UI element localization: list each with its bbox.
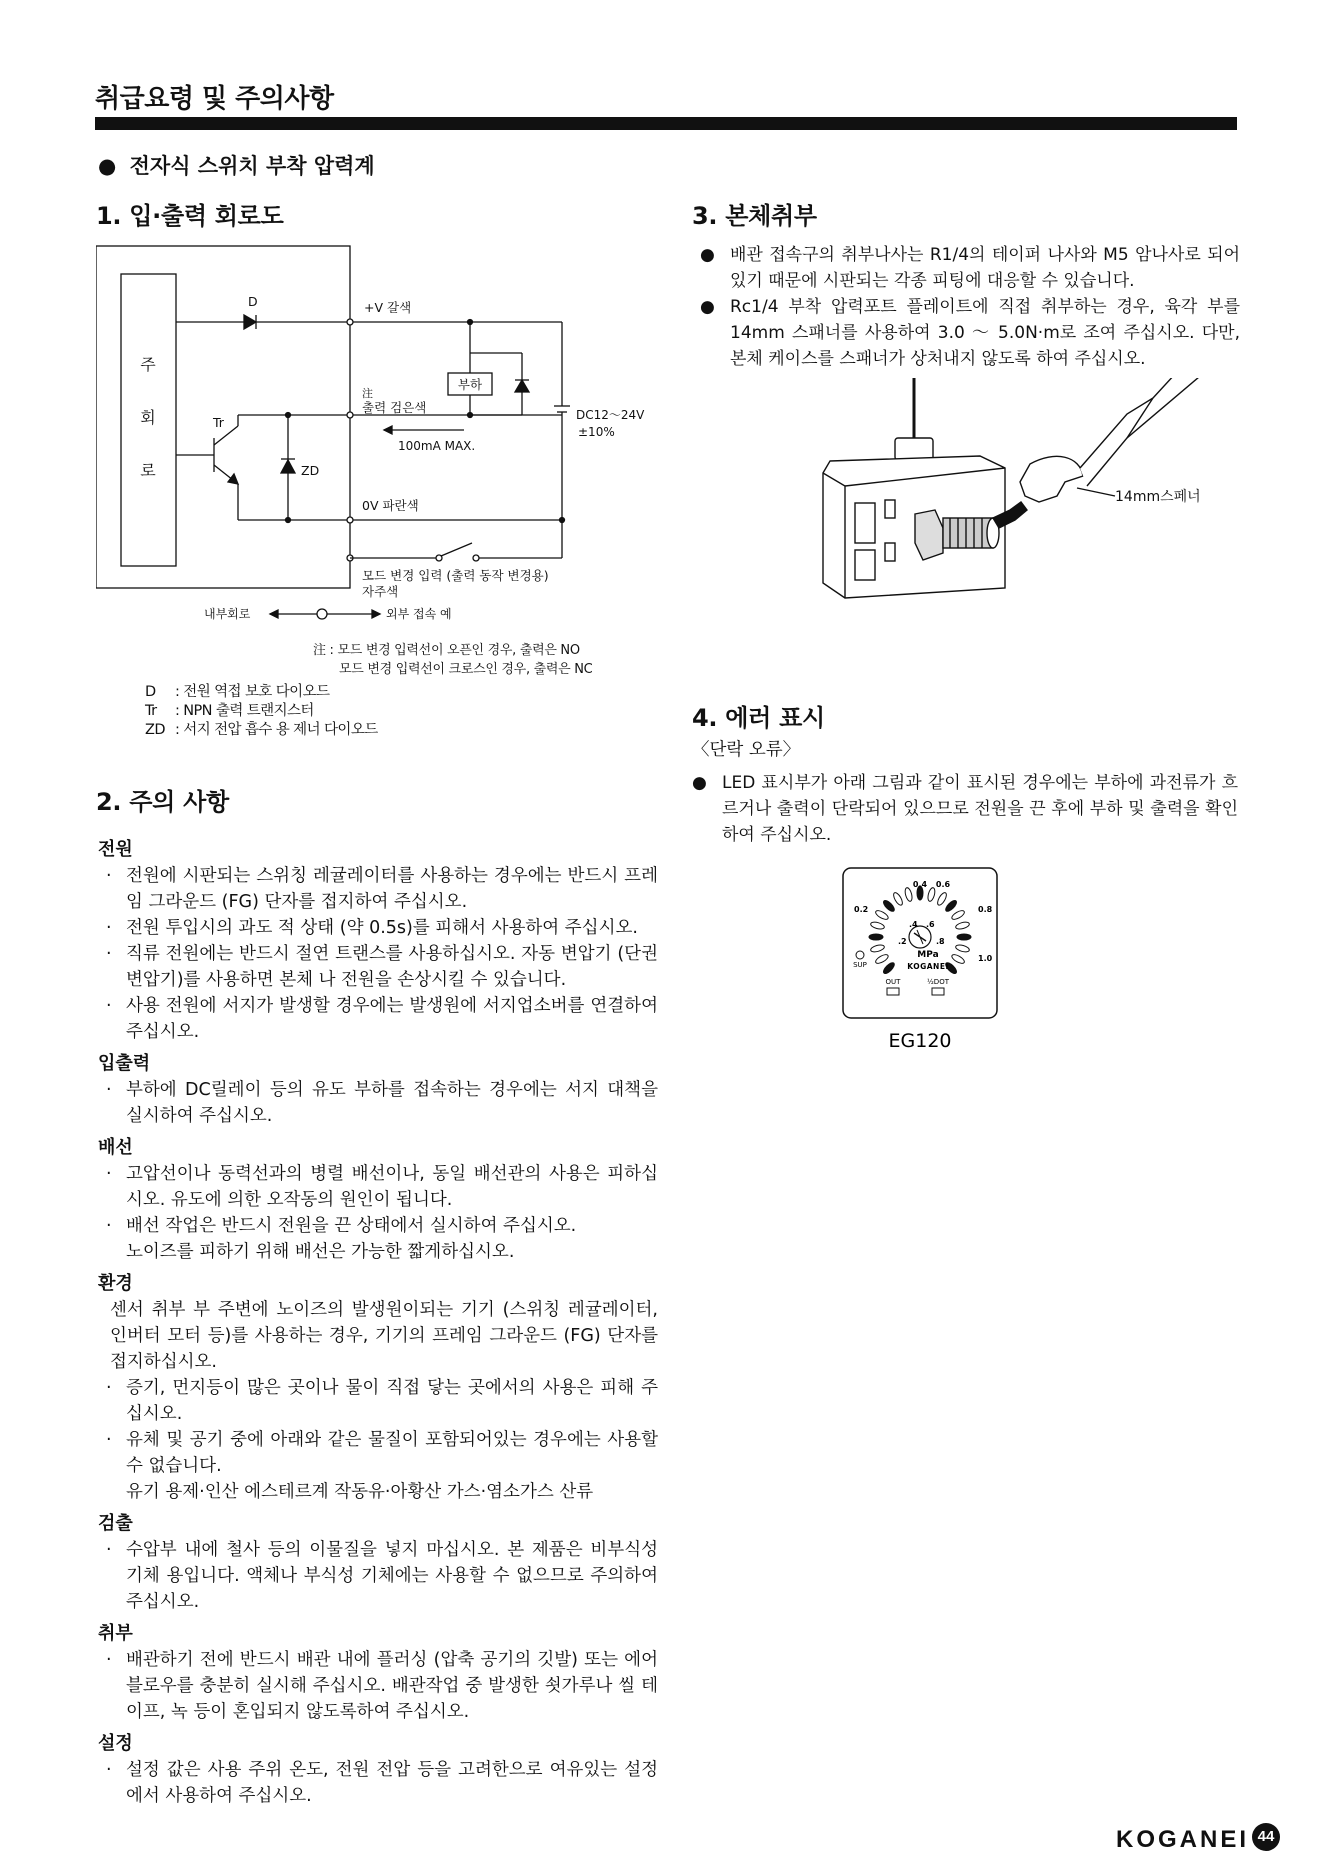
wiring-heading: 배선 — [98, 1137, 133, 1158]
setting-item: · 설정 값은 사용 주위 온도, 전원 전압 등을 고려한으로 여유있는 설정에서 사용하여 주십시오. — [106, 1760, 658, 1806]
vplus-label: +V 갈색 — [364, 300, 412, 315]
power-heading: 전원 — [98, 839, 133, 860]
title-rule — [95, 117, 1237, 130]
inner-0.6: .6 — [926, 920, 935, 929]
note-line-2: 모드 변경 입력선이 크로스인 경우, 출력은 NC — [339, 662, 593, 677]
out-led — [887, 988, 899, 995]
mounting-items — [700, 242, 1240, 372]
dot-label: ½DOT — [927, 978, 949, 986]
model-label: EG120 — [888, 1030, 952, 1052]
mounting-illustration — [815, 378, 1245, 618]
gauge-brand: KOGANEI — [907, 962, 949, 971]
detection-item: · 수압부 내에 철사 등의 이물질을 넣지 마십시오. 본 제품은 비부식성 기체 용입니다. 액체나 부식성 기체에는 사용할 수 없으므로 주의하여 주십시오. — [106, 1540, 658, 1612]
error-item: ● LED 표시부가 아래 그림과 같이 표시된 경우에는 부하에 과전류가 흐르거나 출력이 단락되어 있으므로 전원을 끈 후에 부하 및 출력을 확인하여 주십시오. — [692, 773, 1238, 845]
environment-item: · 증기, 먼지등이 많은 곳이나 물이 직접 닿는 곳에서의 사용은 피해 주십시오. — [106, 1378, 658, 1424]
legend-row — [145, 683, 378, 702]
wiring-item: · 고압선이나 동력선과의 병렬 배선이나, 동일 배선관의 사용은 피하십시오. 유도에 의한 오작동의 원인이 됩니다. — [106, 1164, 658, 1210]
sup-led — [856, 951, 864, 959]
mounting-item: ● 배관 접속구의 취부나사는 R1/4의 테이퍼 나사와 M5 암나사로 되어 있기 때문에 시판되는 각종 피팅에 대응할 수 있습니다. — [700, 245, 1240, 291]
unit-label: MPa — [917, 950, 939, 960]
out-label: OUT — [885, 978, 901, 986]
spanner-handle — [1080, 398, 1153, 486]
load-label: 부하 — [457, 377, 483, 392]
sup-label: SUP — [853, 961, 867, 969]
led-segment — [957, 934, 971, 940]
spanner-head — [1020, 456, 1083, 502]
note-line-1: 모드 변경 입력선이 오픈인 경우, 출력은 NO — [337, 643, 580, 658]
spanner-label: 14mm스페너 — [1115, 489, 1201, 505]
io-heading: 입출력 — [98, 1053, 151, 1074]
environment-item: · 유체 및 공기 중에 아래와 같은 물질이 포함되어있는 경우에는 사용할 수 없습니다. — [106, 1430, 658, 1476]
power-item: · 사용 전원에 서지가 발생할 경우에는 발생원에 서지업소버를 연결하여 주십시오. — [106, 996, 658, 1042]
error-subtitle: 〈단락 오류〉 — [692, 740, 801, 760]
power-item: · 직류 전원에는 반드시 절연 트랜스를 사용하십시오. 자동 변압기 (단권 변압기)를 사용하면 본체 나 전원을 손상시킬 수 있습니다. — [106, 944, 658, 990]
zener-symbol — [281, 460, 295, 473]
detection-heading: 검출 — [98, 1513, 133, 1534]
transistor-label: Tr — [213, 415, 224, 430]
circuit-note — [313, 641, 592, 679]
zener-label: ZD — [301, 463, 320, 478]
mounting-item: · 배관하기 전에 반드시 배관 내에 플러싱 (압축 공기의 깃발) 또는 에어 블로우를 충분히 실시해 주십시오. 배관작업 중 발생한 쇳가루나 씰 테이프, 녹 등이 혼입되지 않도록하여 주십시오. — [106, 1650, 658, 1722]
main-circuit-char-2: 회 — [140, 408, 156, 427]
legend-text: : 전원 역접 보호 다이오드 — [175, 684, 330, 700]
mode-input-label: 모드 변경 입력 (출력 동작 변경용) — [362, 568, 549, 583]
dot-led — [932, 988, 944, 995]
gauge-display — [840, 865, 1000, 1055]
tick-0.4: 0.4 — [912, 880, 928, 889]
wiring-item: · 배선 작업은 반드시 전원을 끈 상태에서 실시하여 주십시오. — [106, 1216, 577, 1236]
load-diode-symbol — [515, 380, 529, 392]
environment-extra: 유기 용제·인산 에스테르계 작동유·아황산 가스·염소가스 산류 — [126, 1482, 594, 1502]
legend-key: Tr — [145, 703, 157, 719]
supply-label: DC12～24V — [576, 408, 645, 422]
tick-0.6: 0.6 — [935, 880, 951, 889]
mounting-heading: 취부 — [98, 1623, 133, 1644]
note-mark: 注 — [362, 387, 373, 400]
legend-text: : 서지 전압 흡수 용 제너 다이오드 — [175, 722, 378, 738]
circuit-title: 1. 입·출력 회로도 — [96, 202, 284, 230]
zero-v-label: 0V 파란색 — [362, 498, 419, 513]
hex-nut — [915, 510, 943, 560]
internal-label: 내부회로 — [204, 607, 251, 621]
main-circuit-char-3: 로 — [140, 461, 156, 480]
inner-0.4: .4 — [909, 920, 918, 929]
current-label: 100mA MAX. — [398, 439, 476, 453]
legend-row — [145, 721, 378, 740]
tick-0.2: 0.2 — [854, 905, 869, 914]
mounting-item: ● Rc1/4 부착 압력포트 플레이트에 직접 취부하는 경우, 육각 부를 14mm 스패너를 사용하여 3.0 ～ 5.0N·m로 조여 주십시오. 다만, 본체 케이스를 스패너가 상처내지 않도록 하여 주십시오. — [700, 297, 1240, 369]
note-prefix: 注 : — [313, 643, 334, 658]
led-segment — [869, 934, 883, 940]
diode-d-label: D — [248, 294, 258, 309]
tick-1.0: 1.0 — [978, 954, 993, 963]
environment-heading: 환경 — [98, 1273, 133, 1294]
circuit-diagram — [96, 240, 696, 630]
legend-key: D — [145, 684, 156, 700]
error-title: 4. 에러 표시 — [692, 704, 825, 732]
tick-0.8: 0.8 — [978, 905, 993, 914]
external-label: 외부 접속 예 — [386, 607, 452, 621]
legend-key: ZD — [145, 722, 165, 738]
power-item: · 전원에 시판되는 스위칭 레귤레이터를 사용하는 경우에는 반드시 프레임 그라운드 (FG) 단자를 접지하여 주십시오. — [106, 866, 658, 912]
footer-brand: KOGANEI — [1115, 1826, 1249, 1853]
inner-0.8: .8 — [936, 937, 945, 946]
main-circuit-char-1: 주 — [140, 355, 156, 374]
circuit-legend — [145, 683, 378, 740]
inner-0.2: .2 — [898, 937, 907, 946]
error-items — [692, 770, 1238, 848]
diode-d-symbol — [244, 315, 256, 329]
output-label: 출력 검은색 — [362, 400, 427, 415]
environment-intro: 센서 취부 부 주변에 노이즈의 발생원이되는 기기 (스위칭 레귤레이터, 인버터 모터 등)를 사용하는 경우, 기기의 프레임 그라운드 (FG) 단자를 접지하십시오. — [110, 1300, 658, 1372]
bullet-heading-text: 전자식 스위치 부착 압력계 — [129, 154, 375, 178]
bullet-heading — [98, 150, 375, 180]
wiring-extra: 노이즈를 피하기 위해 배선은 가능한 짧게하십시오. — [126, 1242, 515, 1262]
page-title: 취급요령 및 주의사항 — [95, 84, 334, 114]
bullet-dot-icon: ● — [98, 154, 117, 178]
caution-title: 2. 주의 사항 — [96, 788, 229, 816]
page-number: 44 — [1252, 1823, 1280, 1851]
mode-color-label: 자주색 — [362, 584, 399, 599]
legend-text: : NPN 출력 트랜지스터 — [175, 703, 314, 719]
power-item: · 전원 투입시의 과도 적 상태 (약 0.5s)를 피해서 사용하여 주십시오. — [106, 918, 638, 938]
mounting-title: 3. 본체취부 — [692, 202, 817, 230]
io-item: · 부하에 DC릴레이 등의 유도 부하를 접속하는 경우에는 서지 대책을 실시하여 주십시오. — [106, 1080, 658, 1126]
caution-body — [98, 831, 658, 1809]
setting-heading: 설정 — [98, 1733, 133, 1754]
tolerance-label: ±10% — [578, 425, 615, 439]
legend-row — [145, 702, 378, 721]
